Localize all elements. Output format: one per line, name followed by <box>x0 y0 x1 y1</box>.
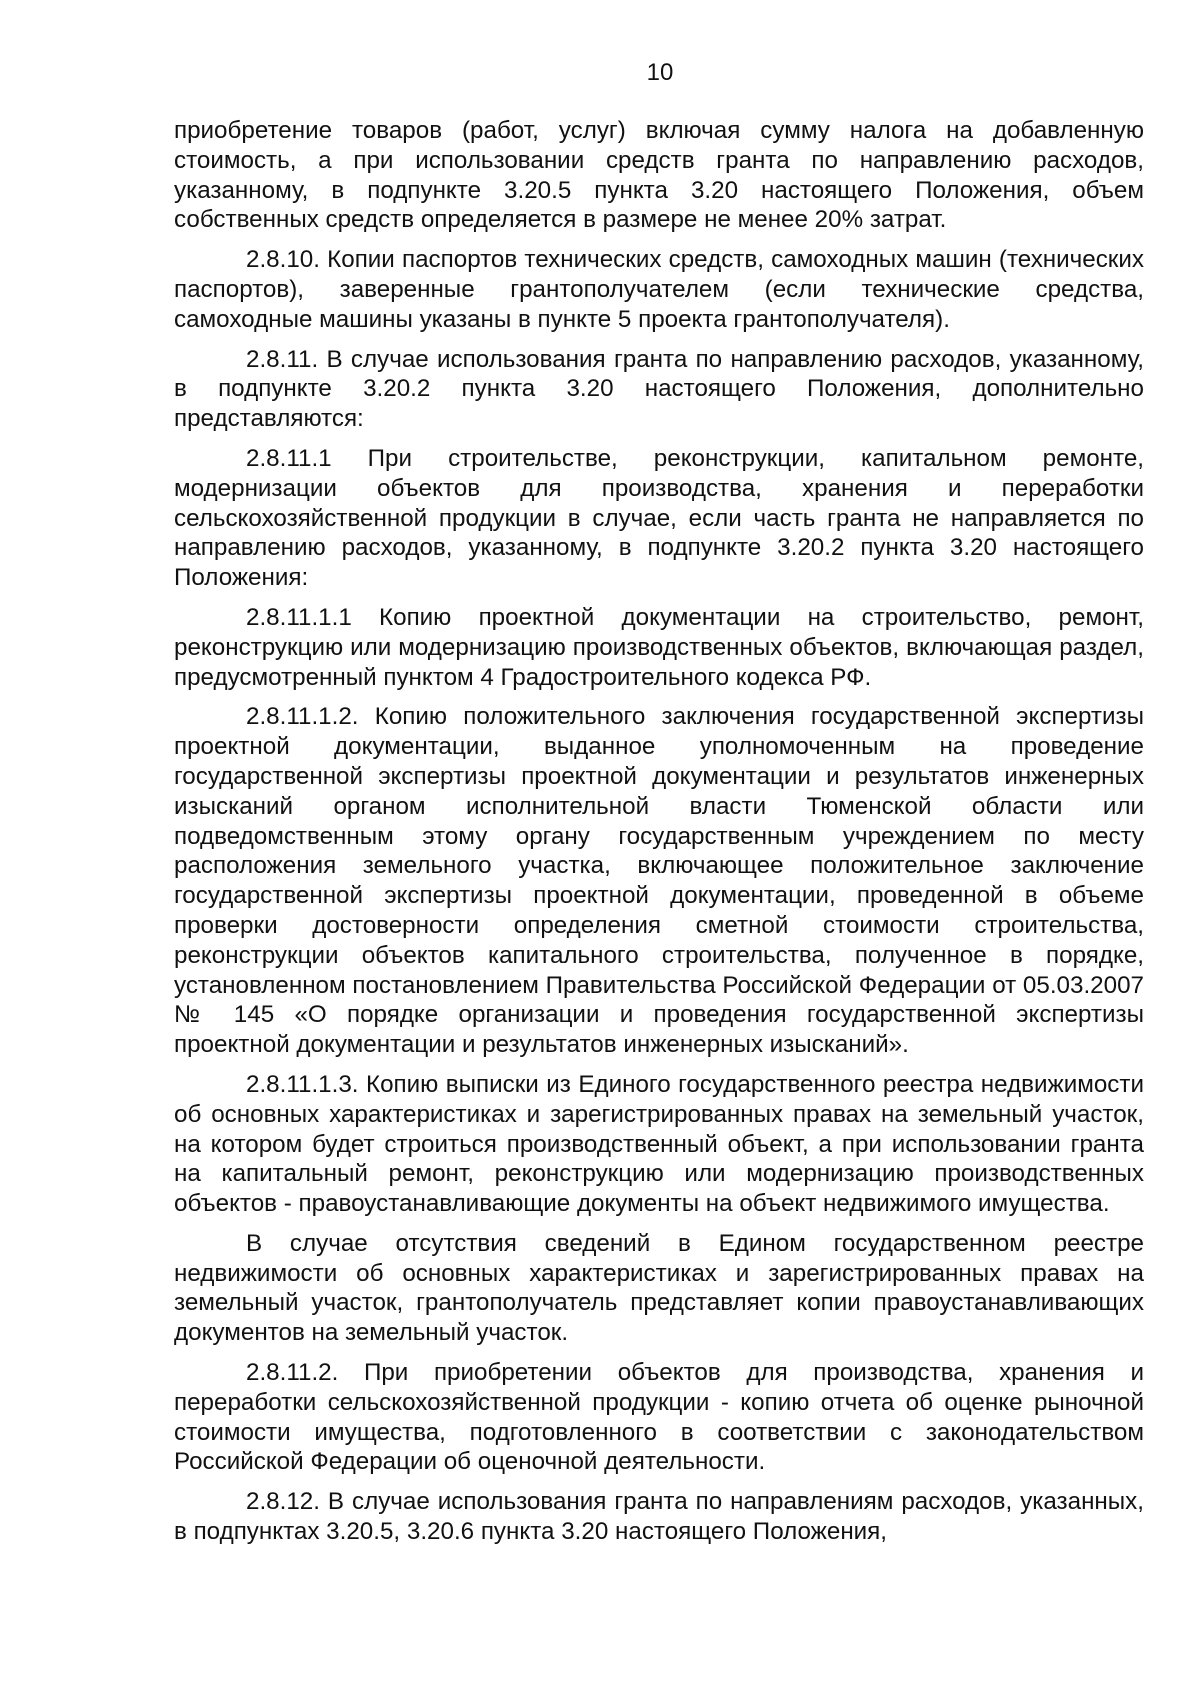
paragraph-absence-of-records: В случае отсутствия сведений в Едином государственном реестре недвижимости об основных характеристиках и зарегистрированных правах на земельный участок, грантополучатель представляет копии правоустанавливающих документов на земельный участок. <box>174 1229 1144 1347</box>
paragraph-2-8-10: 2.8.10. Копии паспортов технических средств, самоходных машин (технических паспортов), заверенные грантополучателем (если технические средства, самоходные машины указаны в пункте 5 проекта грантополучателя). <box>174 246 1144 333</box>
paragraph-2-8-11-1-2: 2.8.11.1.2. Копию положительного заключения государственной экспертизы проектной документации, выданное уполномоченным на проведение государственной экспертизы проектной документации и результатов инженерных изысканий органом исполнительной власти Тюменской области или подведомственным этому органу государственным учреждением по месту расположения земельного участка, включающее положительное заключение государственной экспертизы проектной документации, проведенной в объеме проверки достоверности определения сметной стоимости строительства, реконструкции объектов капитального строительства, полученное в порядке, установленном постановлением Правительства Российской Федерации от 05.03.2007 № 145 «О порядке организации и проведения государственной экспертизы проектной документации и результатов инженерных изысканий». <box>174 703 1144 1059</box>
paragraph-2-8-11: 2.8.11. В случае использования гранта по направлению расходов, указанному, в подпункте 3.20.2 пункта 3.20 настоящего Положения, дополнительно представляются: <box>174 345 1144 433</box>
paragraph-continuation: приобретение товаров (работ, услуг) включая сумму налога на добавленную стоимость, а при использовании средств гранта по направлению расходов, указанному, в подпункте 3.20.5 пункта 3.20 настоящего Положения, объем собственных средств определяется в размере не менее 20% затрат. <box>174 117 1144 234</box>
paragraph-2-8-12: 2.8.12. В случае использования гранта по направлениям расходов, указанных, в подпунктах 3.20.5, 3.20.6 пункта 3.20 настоящего Положения, <box>174 1488 1144 1546</box>
paragraph-2-8-11-1-3: 2.8.11.1.3. Копию выписки из Единого государственного реестра недвижимости об основных характеристиках и зарегистрированных правах на земельный участок, на котором будет строиться производственный объект, а при использовании гранта на капитальный ремонт, реконструкцию или модернизацию производственных объектов - правоустанавливающие документы на объект недвижимого имущества. <box>174 1070 1144 1218</box>
paragraph-2-8-11-1-1: 2.8.11.1.1 Копию проектной документации на строительство, ремонт, реконструкцию или модернизацию производственных объектов, включающая раздел, предусмотренный пунктом 4 Градостроительного кодекса РФ. <box>174 603 1144 691</box>
paragraph-2-8-11-2: 2.8.11.2. При приобретении объектов для производства, хранения и переработки сельскохозяйственной продукции - копию отчета об оценке рыночной стоимости имущества, подготовленного в соответствии с законодательством Российской Федерации об оценочной деятельности. <box>174 1359 1144 1476</box>
page-number: 10 <box>646 59 674 86</box>
paragraph-2-8-11-1: 2.8.11.1 При строительстве, реконструкции, капитальном ремонте, модернизации объектов для производства, хранения и переработки сельскохозяйственной продукции в случае, если часть гранта не направляется по направлению расходов, указанному, в подпункте 3.20.2 пункта 3.20 настоящего Положения: <box>174 444 1144 592</box>
document-body <box>174 116 1144 1547</box>
